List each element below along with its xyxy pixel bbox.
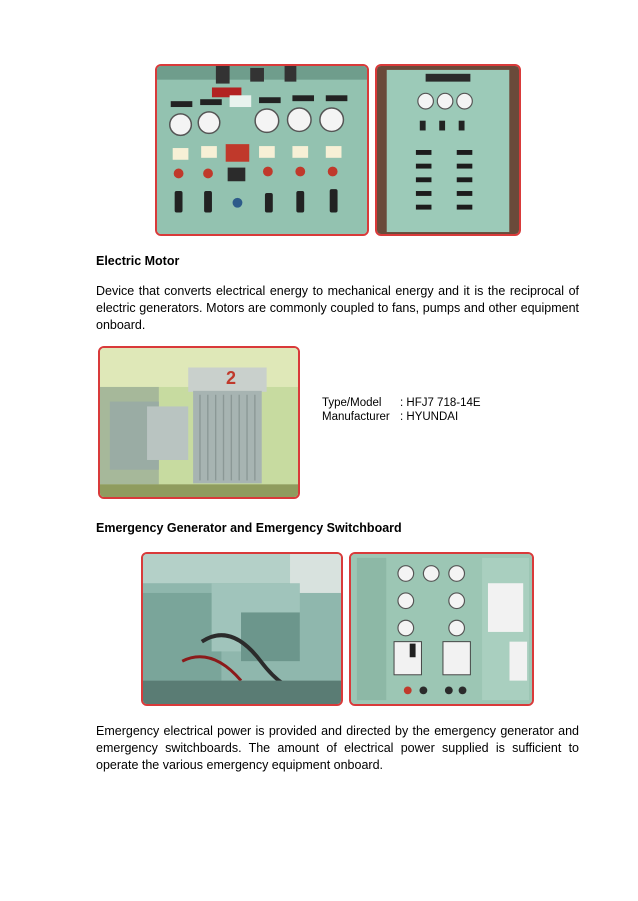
motor-unit-number: 2 bbox=[226, 368, 237, 388]
switchboard-photo-right bbox=[375, 64, 521, 236]
emergency-generator-photo bbox=[141, 552, 343, 706]
electric-motor-heading: Electric Motor bbox=[96, 254, 180, 268]
type-model-label: Type/Model bbox=[322, 397, 382, 409]
electric-motor-photo bbox=[98, 346, 300, 499]
type-model-value: : HFJ7 718-14E bbox=[400, 397, 481, 409]
emergency-switchboard-photo bbox=[349, 552, 534, 706]
motor-spec bbox=[322, 396, 481, 424]
manufacturer-value: : HYUNDAI bbox=[400, 411, 459, 423]
manufacturer-label: Manufacturer bbox=[322, 411, 390, 423]
emergency-description: Emergency electrical power is provided and directed by the emergency generator and emergency switchboards. The amount of electrical power supplied is sufficient to operate the various emergency equipment onboard. bbox=[96, 724, 579, 772]
electric-motor-description: Device that converts electrical energy to mechanical energy and it is the reciprocal of electric generators. Motors are commonly coupled to fans, pumps and other equipment onboard. bbox=[96, 284, 579, 332]
switchboard-photo-left bbox=[155, 64, 369, 236]
emergency-heading: Emergency Generator and Emergency Switchboard bbox=[96, 521, 402, 535]
